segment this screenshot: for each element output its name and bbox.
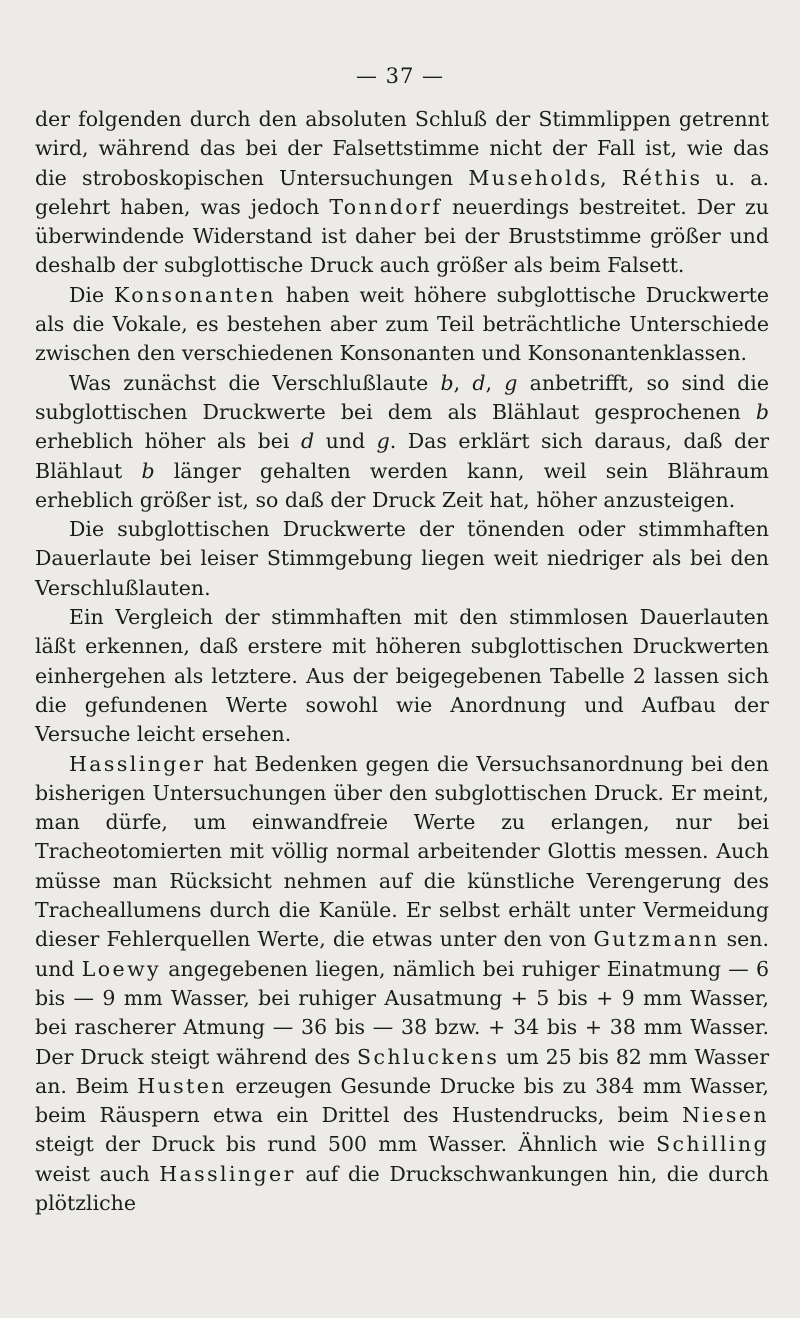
text-segment: weist auch xyxy=(35,1161,160,1186)
italic-letter: b xyxy=(755,399,769,424)
text-segment: erzeugen Gesunde Drucke bis zu 384 mm Wasser, beim Räuspern etwa ein Drittel des Hustendrucks, beim xyxy=(35,1073,769,1128)
text-segment: Was zunächst die Verschlußlaute xyxy=(69,370,441,395)
text-segment: steigt der Druck bis rund 500 mm Wasser. Ähnlich wie xyxy=(35,1132,657,1157)
page-number: — 37 — xyxy=(355,64,445,88)
italic-letter: g xyxy=(504,370,518,395)
italic-letter: b xyxy=(440,370,454,395)
text-segment: hat Bedenken gegen die Versuchsanordnung bei den bisherigen Untersuchungen über den subglottischen Druck. Er meint, man dürfe, um einwandfreie Werte zu erlangen, nur bei Tracheotomierten mit völlig normal arbeitender Glottis messen. Auch müsse man Rücksicht nehmen auf die künstliche Verengerung des Tracheallumens durch die Kanüle. Er selbst erhält unter Vermeidung dieser Fehlerquellen Werte, die etwas unter den von xyxy=(35,751,769,952)
text-segment: s, xyxy=(589,165,622,190)
text-segment: auf die Druckschwankungen hin, die durch plötzliche xyxy=(35,1161,769,1215)
text-segment: und xyxy=(314,429,377,454)
italic-letter: b xyxy=(141,458,155,483)
spaced-name: Niesen xyxy=(682,1103,769,1128)
spaced-name: Hasslinger xyxy=(159,1161,296,1186)
text-segment: Die xyxy=(69,282,115,307)
spaced-name: Réthi xyxy=(621,165,690,190)
paragraph xyxy=(35,750,769,1219)
text-segment: neuerdings bestreitet. Der zu überwindende Widerstand ist daher bei der Bruststimme größer und deshalb der subglottische Druck auch größer als beim Falsett. xyxy=(35,194,769,278)
text-segment: länger gehalten werden kann, weil sein Blähraum erheblich größer ist, so daß der Druck Zeit hat, höher anzusteigen. xyxy=(35,458,769,512)
paragraph xyxy=(35,369,769,515)
spaced-name: Konsonanten xyxy=(114,282,276,307)
spaced-name: Husten xyxy=(137,1073,227,1098)
text-segment: haben weit höhere subglottische Druckwerte als die Vokale, es bestehen aber zum Teil beträchtliche Unterschiede zwischen den verschiedenen Konsonanten und Konsonantenklassen. xyxy=(35,282,769,366)
text-segment: s u. a. gelehrt haben, was jedoch xyxy=(35,165,769,219)
paragraph xyxy=(35,515,769,603)
spaced-name: Schluckens xyxy=(357,1044,500,1069)
text-segment: anbetrifft, so sind die subglottischen Druckwerte bei dem als Blählaut gesprochenen xyxy=(35,370,769,424)
text-segment: der folgenden durch den absoluten Schluß der Stimmlippen getrennt wird, während das bei der Falsettstimme nicht der Fall ist, wie das die stroboskopischen Untersuchungen xyxy=(35,107,769,190)
spaced-name: Schilling xyxy=(656,1132,769,1157)
text-segment: . Das erklärt sich daraus, daß der Blählaut xyxy=(35,429,769,483)
text-segment: Die subglottischen Druckwerte der tönenden oder stimmhaften Dauerlaute bei leiser Stimmgebung liegen weit niedriger als bei den Verschlußlauten. xyxy=(35,517,769,600)
text-segment: , xyxy=(453,370,473,395)
spaced-name: Musehold xyxy=(468,165,590,190)
italic-letter: d xyxy=(472,370,486,395)
paragraph xyxy=(35,281,769,369)
paragraph xyxy=(35,603,769,749)
text-segment: sen. und xyxy=(35,927,769,981)
spaced-name: Loewy xyxy=(81,956,162,981)
text-segment: , xyxy=(485,370,505,395)
italic-letter: g xyxy=(376,429,390,454)
text-segment: angegebenen liegen, nämlich bei ruhiger Einatmung — 6 bis — 9 mm Wasser, bei ruhiger Ausatmung + 5 bis + 9 mm Wasser, bei rascherer Atmung — 36 bis — 38 bzw. + 34 bis + 38 mm Wasser. Der Druck steigt während des xyxy=(35,956,770,1069)
text-segment: erheblich höher als bei xyxy=(35,429,301,454)
spaced-name: Hasslinger xyxy=(69,751,206,776)
text-segment: Ein Vergleich der stimmhaften mit den stimmlosen Dauerlauten läßt erkennen, daß erstere mit höheren subglottischen Druckwerten einhergehen als letztere. Aus der beigegebenen Tabelle 2 lassen sich die gefundenen Werte sowohl wie Anordnung und Aufbau der Versuche leicht ersehen. xyxy=(35,605,769,747)
spaced-name: Gutzmann xyxy=(593,927,720,952)
body-text xyxy=(35,105,769,1218)
spaced-name: Tonndorf xyxy=(329,194,443,219)
paragraph xyxy=(35,105,769,281)
italic-letter: d xyxy=(300,429,315,454)
text-segment: um 25 bis 82 mm Wasser an. Beim xyxy=(35,1044,769,1098)
